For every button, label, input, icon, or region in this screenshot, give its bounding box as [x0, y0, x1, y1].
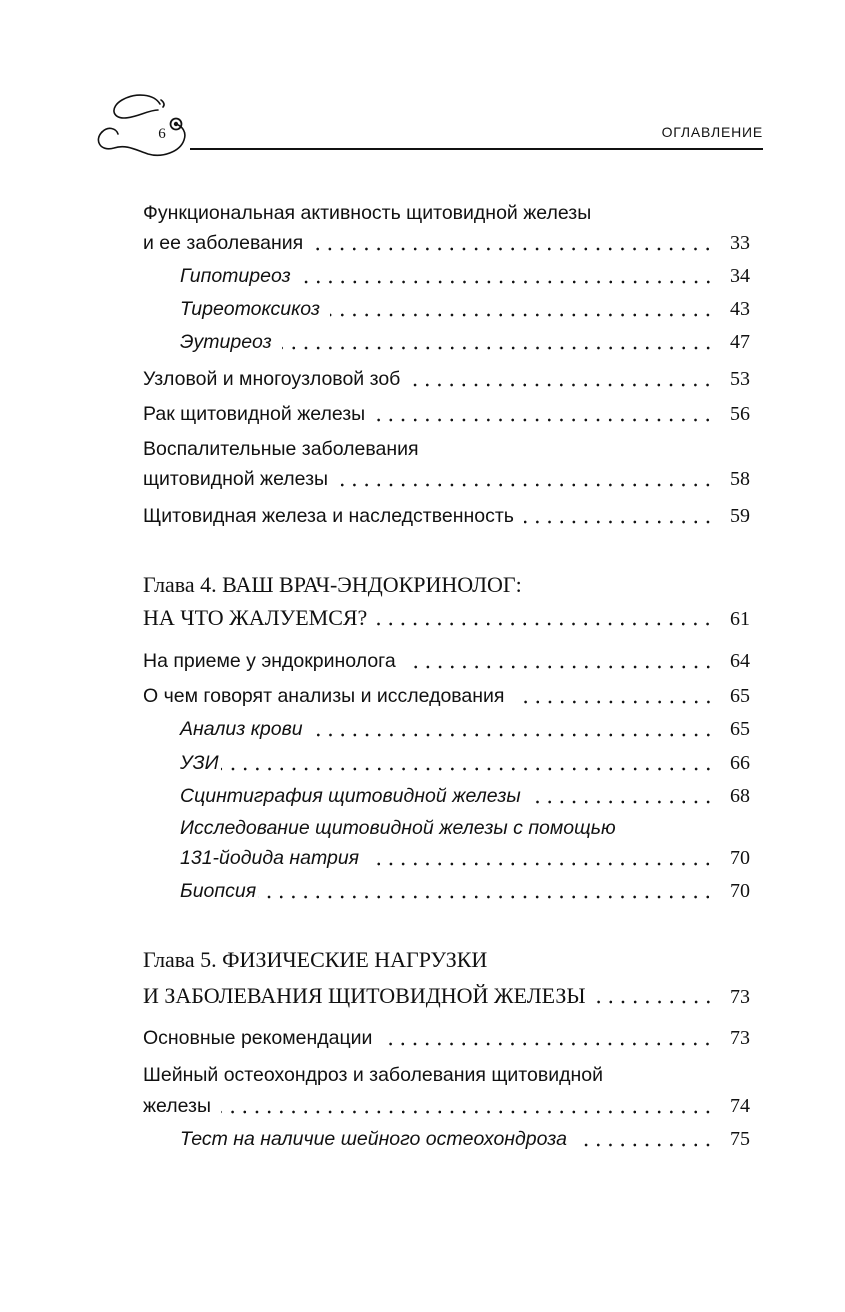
toc-page-number: 75	[730, 1128, 750, 1150]
toc-subentry[interactable]	[180, 327, 750, 357]
toc-page-number: 73	[730, 1027, 750, 1049]
toc-subentry[interactable]	[180, 261, 750, 291]
toc-entry[interactable]	[143, 364, 750, 394]
dot-leader	[258, 895, 714, 899]
header-divider	[190, 148, 763, 150]
toc-page-number: 73	[730, 986, 750, 1008]
toc-entry[interactable]	[143, 681, 750, 711]
toc-entry-label: НА ЧТО ЖАЛУЕМСЯ?	[143, 605, 368, 630]
toc-entry-label: Основные рекомендации	[143, 1027, 373, 1049]
toc-page-number: 56	[730, 403, 750, 425]
toc-entry[interactable]	[143, 646, 750, 676]
toc-page-number: 61	[730, 608, 750, 630]
toc-entry-label: железы	[143, 1095, 211, 1117]
section-title: ОГЛАВЛЕНИЕ	[661, 124, 763, 140]
dot-leader	[301, 280, 714, 284]
toc-page-number: 43	[730, 298, 750, 320]
toc-page-number: 70	[730, 880, 750, 902]
toc-chapter-entry[interactable]	[143, 603, 750, 633]
toc-entry-label: 131-йодида натрия	[180, 847, 360, 869]
toc-entry-label: Тиреотоксикоз	[180, 298, 320, 320]
dot-leader	[406, 665, 714, 669]
toc-subentry[interactable]	[180, 781, 750, 811]
toc-page-number: 65	[730, 685, 750, 707]
toc-entry[interactable]	[143, 464, 750, 494]
toc-entry[interactable]	[143, 228, 750, 258]
toc-entry-label: О чем говорят анализы и исследования	[143, 685, 505, 707]
toc-entry-label: Гипотиреоз	[180, 265, 291, 287]
toc-entry-label: УЗИ	[180, 752, 219, 774]
toc-entry-title: Функциональная активность щитовидной железы	[143, 202, 592, 224]
dot-leader	[282, 346, 714, 350]
dot-leader	[313, 733, 714, 737]
toc-page-number: 74	[730, 1095, 750, 1117]
toc-entry[interactable]	[143, 1091, 750, 1121]
toc-entry-label: Тест на наличие шейного остеохондроза	[180, 1128, 567, 1150]
dot-leader	[377, 622, 714, 626]
toc-page-number: 64	[730, 650, 750, 672]
toc-entry-label: Биопсия	[180, 880, 257, 902]
toc-subentry[interactable]	[180, 876, 750, 906]
dot-leader	[375, 418, 714, 422]
toc-entry-label: Щитовидная железа и наследственность	[143, 505, 514, 527]
toc-entry[interactable]	[143, 1023, 750, 1053]
toc-page-number: 65	[730, 718, 750, 740]
dot-leader	[221, 1110, 714, 1114]
toc-entry-title: Исследование щитовидной железы с помощью	[180, 817, 616, 839]
dot-leader	[313, 247, 714, 251]
chapter-title: Глава 4. ВАШ ВРАЧ-ЭНДОКРИНОЛОГ:	[143, 572, 522, 597]
toc-entry-label: Узловой и многоузловой зоб	[143, 368, 401, 390]
toc-entry[interactable]	[143, 501, 750, 531]
toc-page-number: 59	[730, 505, 750, 527]
toc-page-number: 53	[730, 368, 750, 390]
stethoscope-icon	[92, 88, 190, 158]
page-number: 6	[158, 126, 166, 142]
toc-subentry[interactable]	[180, 294, 750, 324]
dot-leader	[515, 700, 715, 704]
toc-page-number: 68	[730, 785, 750, 807]
dot-leader	[382, 1042, 714, 1046]
toc-page-number: 34	[730, 265, 750, 287]
toc-entry-label: И ЗАБОЛЕВАНИЯ ЩИТОВИДНОЙ ЖЕЛЕЗЫ	[143, 983, 586, 1008]
toc-entry-title: Воспалительные заболевания	[143, 438, 419, 460]
dot-leader	[338, 483, 714, 487]
toc-entry-label: Анализ крови	[180, 718, 303, 740]
toc-page-number: 33	[730, 232, 750, 254]
dot-leader	[330, 313, 714, 317]
toc-entry-label: На приеме у эндокринолога	[143, 650, 396, 672]
toc-entry-label: Рак щитовидной железы	[143, 403, 366, 425]
dot-leader	[221, 767, 714, 771]
toc-page-number: 66	[730, 752, 750, 774]
toc-subentry[interactable]	[180, 748, 750, 778]
dot-leader	[531, 800, 714, 804]
toc-subentry[interactable]	[180, 714, 750, 744]
toc-subentry[interactable]	[180, 1124, 750, 1154]
dot-leader	[410, 383, 714, 387]
toc-entry-label: Сцинтиграфия щитовидной железы	[180, 785, 521, 807]
toc-entry-title: Шейный остеохондроз и заболевания щитовидной	[143, 1064, 603, 1086]
toc-entry-label: щитовидной железы	[143, 468, 329, 490]
toc-entry-label: и ее заболевания	[143, 232, 304, 254]
toc-subentry[interactable]	[180, 843, 750, 873]
toc-page-number: 70	[730, 847, 750, 869]
chapter-title: Глава 5. ФИЗИЧЕСКИЕ НАГРУЗКИ	[143, 947, 488, 972]
toc-entry-label: Эутиреоз	[180, 331, 272, 353]
toc-page-number: 58	[730, 468, 750, 490]
dot-leader	[596, 1000, 714, 1004]
toc-chapter-entry[interactable]	[143, 981, 750, 1011]
dot-leader	[524, 520, 714, 524]
toc-entry[interactable]	[143, 399, 750, 429]
dot-leader	[369, 862, 714, 866]
toc-page-number: 47	[730, 331, 750, 353]
dot-leader	[577, 1143, 714, 1147]
